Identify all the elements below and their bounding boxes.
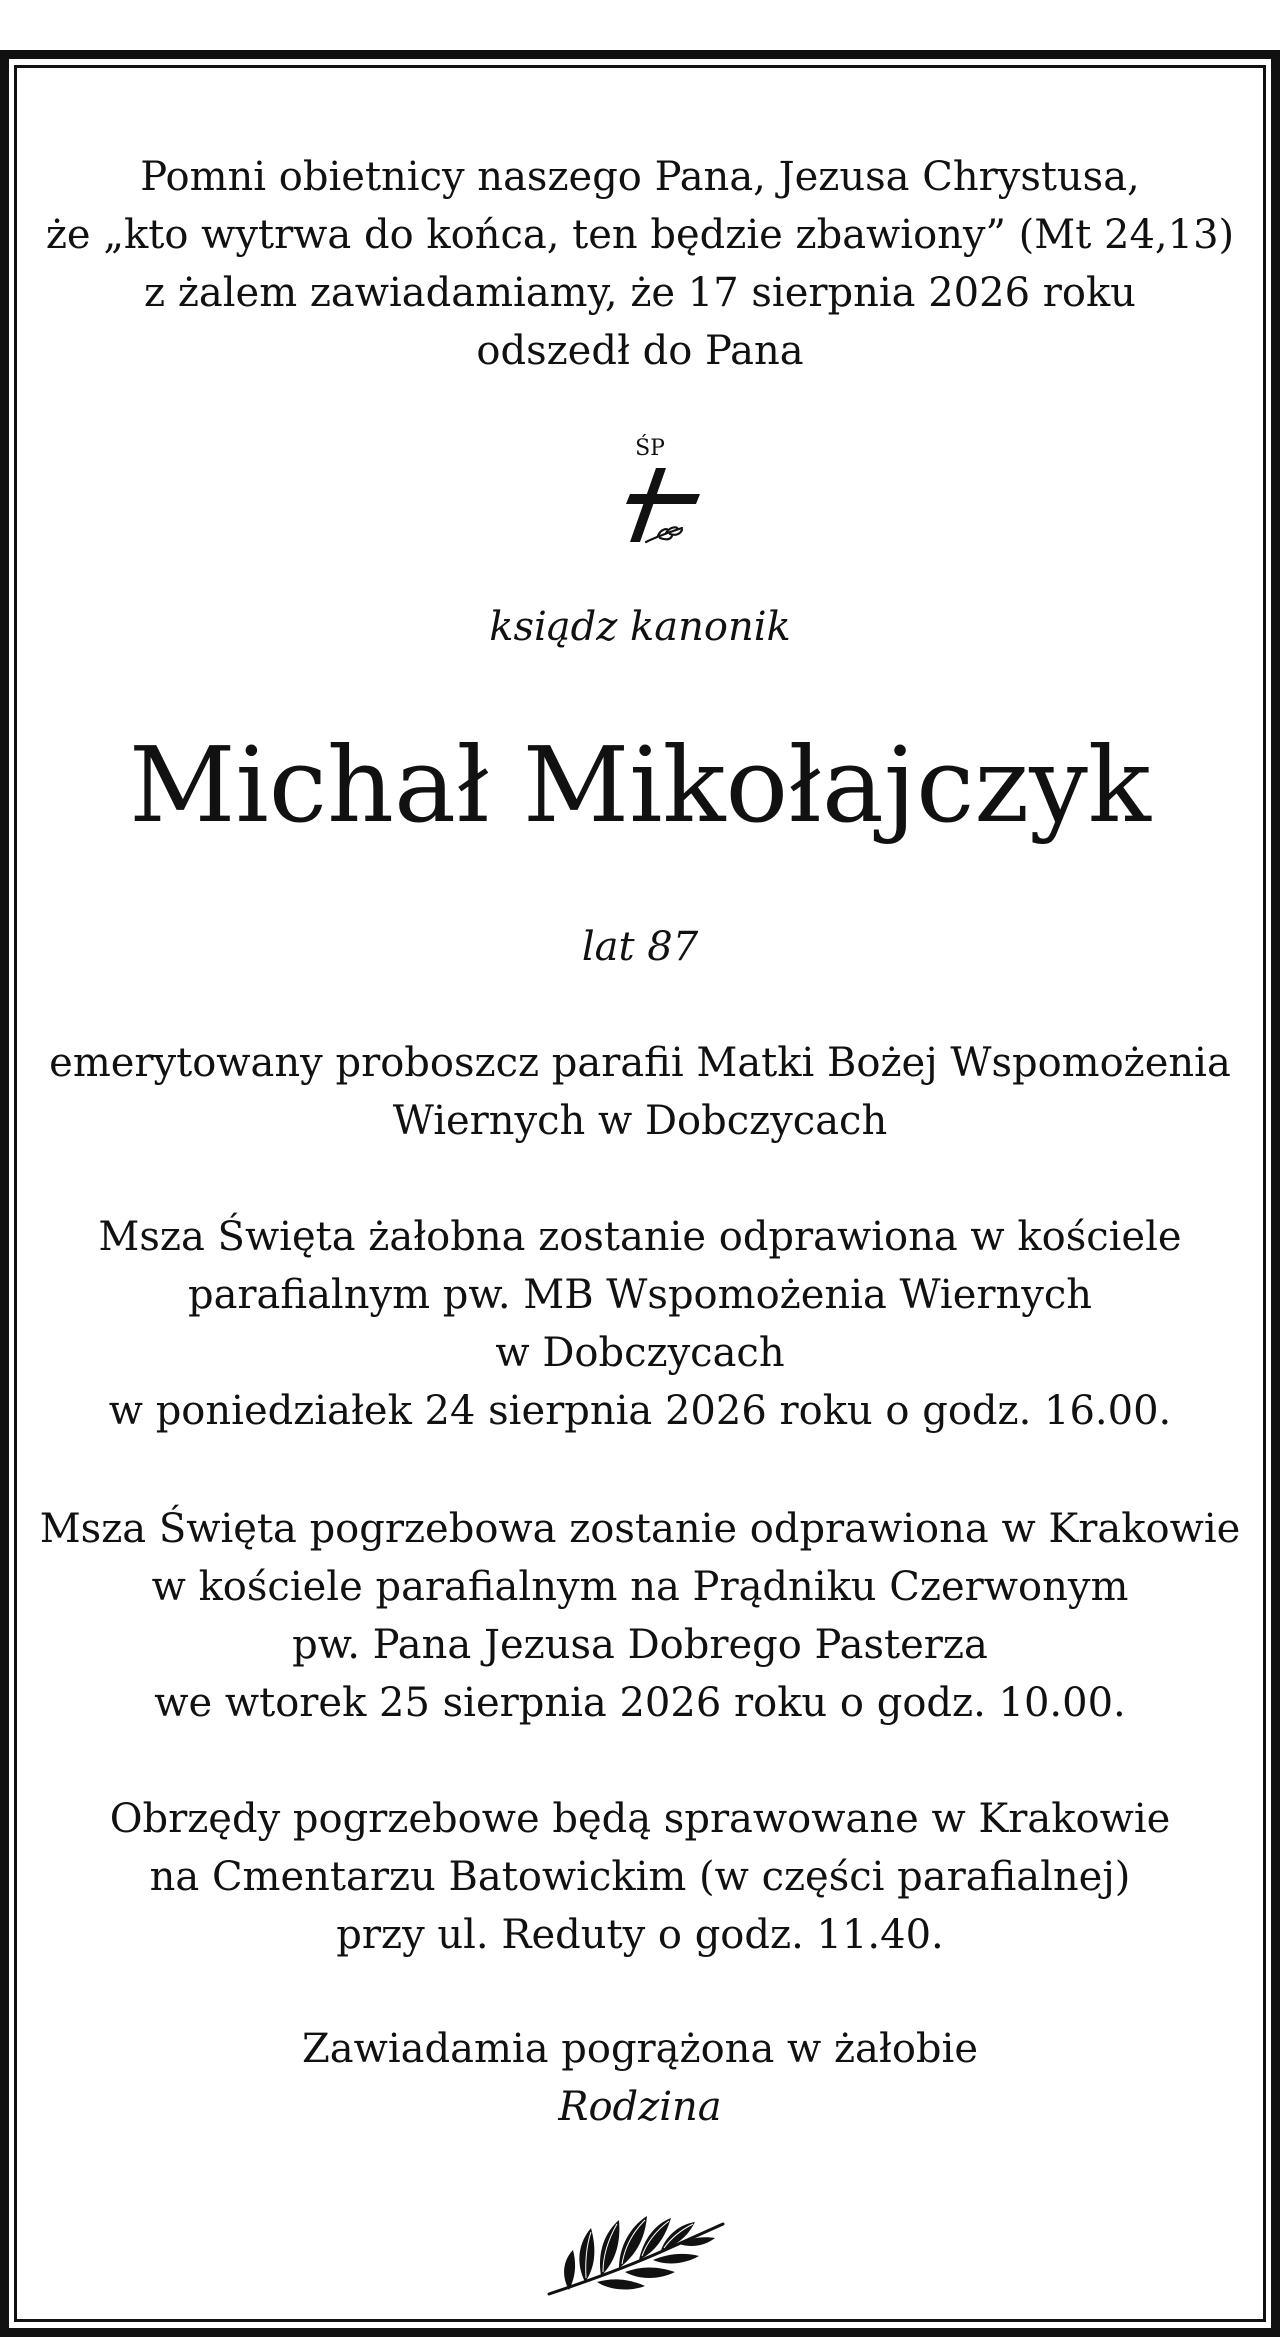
closing-paragraph — [20, 2020, 1260, 2136]
funeral-mass-line: Msza Święta pogrzebowa zostanie odprawiona w Krakowie — [39, 1506, 1241, 1552]
intro-paragraph — [20, 148, 1260, 380]
deceased-name: Michał Mikołajczyk — [129, 724, 1151, 846]
funeral-mass-line: pw. Pana Jezusa Dobrego Pasterza — [292, 1622, 988, 1668]
mourning-mass-line: w Dobczycach — [495, 1330, 785, 1376]
cross-with-palm-icon — [616, 456, 706, 546]
burial-paragraph — [20, 1790, 1260, 1964]
olive-branch-icon — [545, 2198, 735, 2304]
mourning-mass-paragraph — [20, 1208, 1260, 1440]
role-line: Wiernych w Dobczycach — [392, 1098, 888, 1144]
deceased-age: lat 87 — [581, 924, 699, 970]
mourning-mass-line: parafialnym pw. MB Wspomożenia Wiernych — [187, 1272, 1093, 1318]
funeral-mass-paragraph — [20, 1500, 1260, 1732]
burial-line: Obrzędy pogrzebowe będą sprawowane w Krakowie — [109, 1796, 1171, 1842]
burial-line: przy ul. Reduty o godz. 11.40. — [336, 1912, 944, 1958]
sp-abbreviation: ŚP — [635, 436, 665, 461]
funeral-mass-line: we wtorek 25 sierpnia 2026 roku o godz. 10.00. — [154, 1680, 1126, 1726]
clergy-title: ksiądz kanonik — [489, 604, 791, 650]
closing-text: Zawiadamia pogrążona w żałobie — [302, 2026, 978, 2072]
role-line: emerytowany proboszcz parafii Matki Bożej Wspomożenia — [49, 1040, 1231, 1086]
funeral-mass-line: w kościele parafialnym na Prądniku Czerwonym — [151, 1564, 1129, 1610]
intro-line: że „kto wytrwa do końca, ten będzie zbawiony” (Mt 24,13) — [45, 212, 1235, 258]
role-paragraph — [20, 1034, 1260, 1150]
mourning-mass-line: Msza Święta żałobna zostanie odprawiona w kościele — [98, 1214, 1182, 1260]
mourning-mass-line: w poniedziałek 24 sierpnia 2026 roku o godz. 16.00. — [108, 1388, 1172, 1434]
palm-leaves — [646, 527, 682, 542]
signature: Rodzina — [558, 2084, 722, 2130]
olive-branch-shape — [549, 2216, 723, 2294]
intro-line: Pomni obietnicy naszego Pana, Jezusa Chrystusa, — [140, 154, 1140, 200]
intro-line: z żalem zawiadamiamy, że 17 sierpnia 2026 roku — [144, 270, 1136, 316]
intro-line: odszedł do Pana — [476, 328, 804, 374]
obituary-notice — [20, 0, 1260, 2337]
burial-line: na Cmentarzu Batowickim (w części parafialnej) — [149, 1854, 1131, 1900]
